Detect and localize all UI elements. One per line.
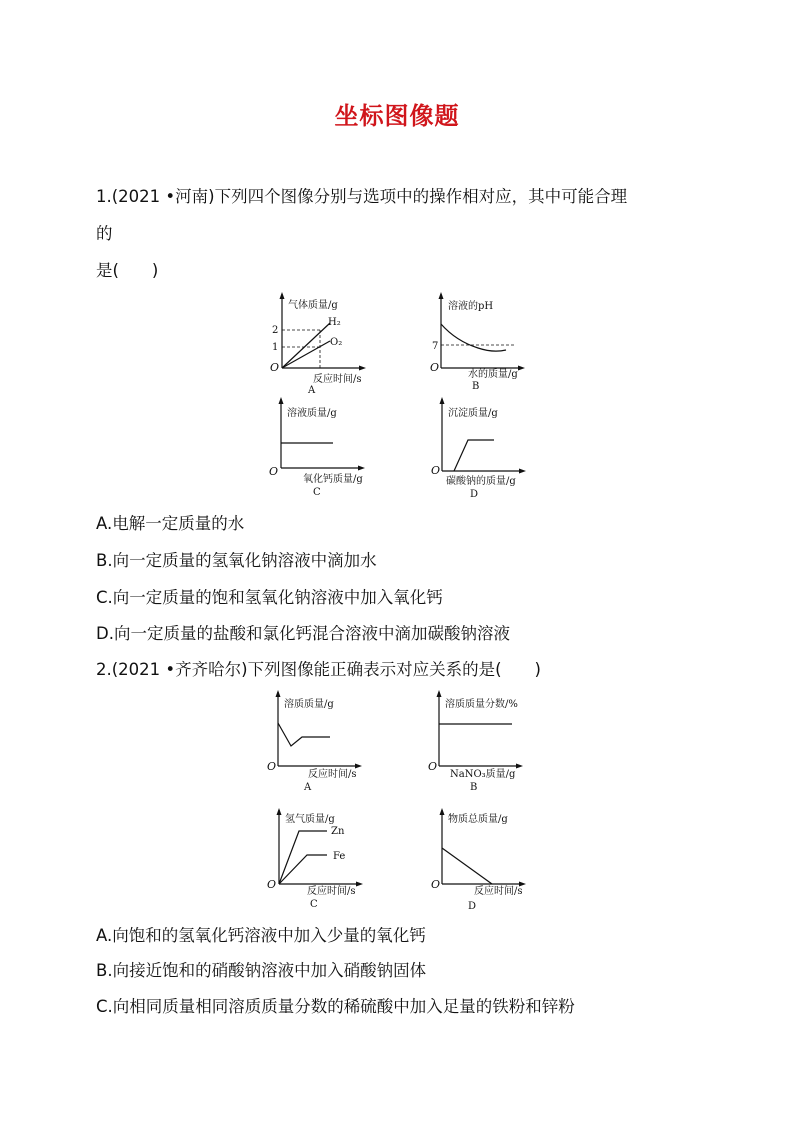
- q2a-origin: O: [267, 760, 277, 773]
- q2-option-c: C.向相同质量相同溶质质量分数的稀硫酸中加入足量的铁粉和锌粉: [96, 997, 575, 1016]
- q1a-ylabel: 气体质量/g: [288, 300, 338, 311]
- q1-stem-line1: 1.(2021 •河南)下列四个图像分别与选项中的操作相对应，其中可能合理: [96, 187, 628, 206]
- q2-option-b: B.向接近饱和的硝酸钠溶液中加入硝酸钠固体: [96, 961, 427, 980]
- q1a-series-h2: H₂: [328, 317, 341, 328]
- q1b-caption: B: [472, 381, 480, 392]
- q2d-origin: O: [431, 878, 441, 891]
- q1-figure-c: [262, 397, 372, 501]
- q1-figure-b: [428, 292, 538, 392]
- q2c-ylabel: 氢气质量/g: [285, 814, 335, 825]
- q2-stem: 2.(2021 •齐齐哈尔)下列图像能正确表示对应关系的是( ): [96, 660, 541, 679]
- q1a-series-o2: O₂: [330, 337, 343, 348]
- q2a-xlabel: 反应时间/s: [308, 769, 357, 780]
- page-title: 坐标图像题: [334, 102, 460, 130]
- q2c-xlabel: 反应时间/s: [307, 886, 356, 897]
- q1a-origin: O: [270, 361, 280, 374]
- q2a-caption: A: [304, 782, 312, 793]
- q2b-xlabel: NaNO₃质量/g: [450, 769, 516, 780]
- q1-option-a: A.电解一定质量的水: [96, 514, 245, 533]
- q2c-caption: C: [310, 899, 318, 910]
- q2c-series-fe: Fe: [333, 851, 346, 862]
- q2-option-a: A.向饱和的氢氧化钙溶液中加入少量的氧化钙: [96, 926, 426, 945]
- q1d-ylabel: 沉淀质量/g: [448, 408, 498, 419]
- q1b-tick-7: 7: [432, 341, 439, 352]
- q2c-origin: O: [267, 878, 277, 891]
- q1c-ylabel: 溶液质量/g: [287, 408, 337, 419]
- q1c-xlabel: 氧化钙质量/g: [303, 474, 363, 485]
- q1b-xlabel: 水的质量/g: [468, 369, 518, 380]
- q2d-xlabel: 反应时间/s: [474, 886, 523, 897]
- q2-figure-c: [262, 808, 372, 912]
- q2d-caption: D: [468, 901, 477, 912]
- q1-option-c: C.向一定质量的饱和氢氧化钠溶液中加入氧化钙: [96, 588, 443, 607]
- q2d-ylabel: 物质总质量/g: [448, 814, 508, 825]
- q1-stem-line3: 是( ): [96, 261, 159, 280]
- q1-option-b: B.向一定质量的氢氧化钠溶液中滴加水: [96, 551, 377, 570]
- q1c-caption: C: [313, 487, 321, 498]
- q1-figure-a: [262, 292, 372, 396]
- q1-figure-d: [428, 397, 538, 501]
- q2-figure-a: [262, 690, 372, 794]
- q1b-origin: O: [430, 361, 440, 374]
- q1a-tick-2: 2: [272, 325, 279, 336]
- q2-figure-d: [428, 808, 538, 912]
- q2b-ylabel: 溶质质量分数/%: [445, 699, 518, 710]
- q1a-caption: A: [308, 385, 316, 396]
- q2b-origin: O: [428, 760, 438, 773]
- q1-stem-line2: 的: [96, 224, 113, 243]
- q1-option-d: D.向一定质量的盐酸和氯化钙混合溶液中滴加碳酸钠溶液: [96, 624, 510, 643]
- q1d-xlabel: 碳酸钠的质量/g: [446, 476, 516, 487]
- q2b-caption: B: [470, 782, 478, 793]
- q1d-caption: D: [470, 489, 479, 500]
- q1a-tick-1: 1: [272, 342, 279, 353]
- q1b-ylabel: 溶液的pH: [448, 301, 494, 312]
- q1d-origin: O: [431, 464, 441, 477]
- q1c-origin: O: [269, 465, 279, 478]
- q2c-series-zn: Zn: [331, 826, 345, 837]
- q2a-ylabel: 溶质质量/g: [284, 699, 334, 710]
- q1a-xlabel: 反应时间/s: [313, 374, 362, 385]
- q2-figure-b: [428, 690, 538, 794]
